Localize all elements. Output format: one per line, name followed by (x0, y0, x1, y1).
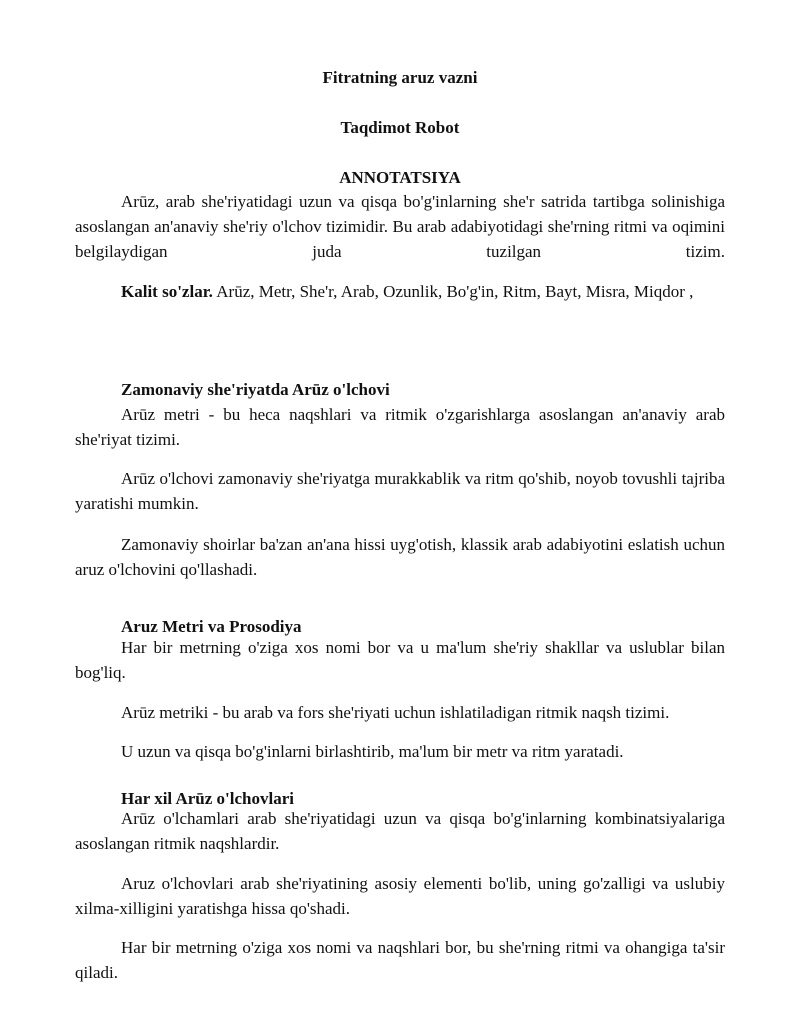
section-paragraph: Arūz metri - bu heca naqshlari va ritmik o'zgarishlarga asoslangan an'anaviy arab she'riyat tizimi. (75, 405, 725, 449)
section-paragraph: Arūz o'lchovi zamonaviy she'riyatga murakkablik va ritm qo'shib, noyob tovushli tajriba yaratishi mumkin. (75, 469, 725, 513)
keywords-paragraph (75, 279, 725, 304)
section-heading: Aruz Metri va Prosodiya (121, 617, 302, 636)
section-paragraph: Arūz o'lchamlari arab she'riyatidagi uzun va qisqa bo'g'inlarning kombinatsiyalariga asoslangan ritmik naqshlardir. (75, 809, 725, 853)
annotation-heading: ANNOTATSIYA (339, 168, 461, 187)
document-author: Taqdimot Robot (340, 118, 460, 137)
section-heading: Zamonaviy she'riyatda Arūz o'lchovi (121, 380, 390, 399)
keywords-label: Kalit so'zlar. (121, 282, 213, 301)
document-title: Fitratning aruz vazni (322, 68, 478, 87)
annotation-paragraph: Arūz, arab she'riyatidagi uzun va qisqa bo'g'inlarning she'r satrida tartibga solinishiga asoslangan an'anaviy she'riy o'lchov tizimidir. Bu arab adabiyotidagi she'rning ritmi va oqimini belgilaydigan juda tuzilgan tizim. (75, 192, 725, 261)
section-heading: Har xil Arūz o'lchovlari (121, 789, 294, 808)
section-paragraph: U uzun va qisqa bo'g'inlarni birlashtirib, ma'lum bir metr va ritm yaratadi. (121, 742, 624, 761)
section-paragraph: Zamonaviy shoirlar ba'zan an'ana hissi uyg'otish, klassik arab adabiyotini eslatish uchun aruz o'lchovini qo'llashadi. (75, 535, 725, 579)
section-paragraph: Aruz o'lchovlari arab she'riyatining asosiy elementi bo'lib, uning go'zalligi va uslubiy xilma-xilligini yaratishga hissa qo'shadi. (75, 874, 725, 918)
section-paragraph: Arūz metriki - bu arab va fors she'riyati uchun ishlatiladigan ritmik naqsh tizimi. (121, 703, 670, 722)
section-paragraph: Har bir metrning o'ziga xos nomi va naqshlari bor, bu she'rning ritmi va ohangiga ta'sir qiladi. (75, 938, 725, 982)
section-paragraph: Har bir metrning o'ziga xos nomi bor va u ma'lum she'riy shakllar va uslublar bilan bog'liq. (75, 638, 725, 682)
keywords-list: Arūz, Metr, She'r, Arab, Ozunlik, Bo'g'in, Ritm, Bayt, Misra, Miqdor , (212, 282, 694, 301)
